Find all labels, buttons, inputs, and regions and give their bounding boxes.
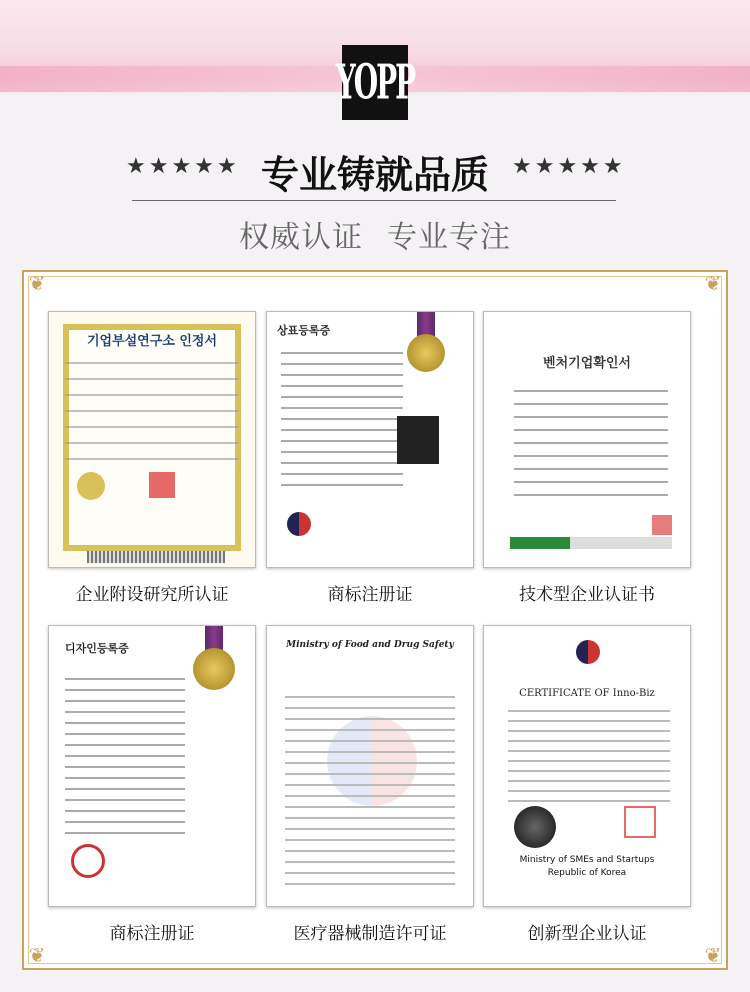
certificate-doc-title: CERTIFICATE OF Inno-Biz xyxy=(519,688,655,699)
corner-ornament-icon: ❦ xyxy=(704,943,722,967)
certificate-text-lines xyxy=(281,352,403,495)
corner-ornament-icon: ❦ xyxy=(28,943,46,967)
stamp-icon xyxy=(652,515,672,535)
kibo-logo-image xyxy=(510,537,672,549)
government-emblem-icon xyxy=(71,844,105,878)
certificate-text-lines xyxy=(285,696,455,894)
subtitle-authority: 权威认证 xyxy=(239,220,363,255)
certificate-issuer xyxy=(484,854,690,880)
subtitle-focus: 专业专注 xyxy=(387,220,511,255)
certificate-doc-title: Ministry of Food and Drug Safety xyxy=(286,640,454,650)
brand-logo xyxy=(335,45,415,120)
stars-right: ★★★★★ xyxy=(512,154,626,179)
certificate-label: 企业附设研究所认证 xyxy=(75,585,229,605)
gold-seal-icon xyxy=(407,334,445,372)
certificate-inno-biz xyxy=(483,625,691,907)
title-divider xyxy=(132,200,616,201)
certificate-text-lines xyxy=(514,390,668,507)
certificate-text-lines xyxy=(65,678,185,843)
issuer-country: Republic of Korea xyxy=(547,868,627,878)
certificate-label: 商标注册证 xyxy=(327,585,413,605)
brand-logo-text: YOPP xyxy=(335,54,415,111)
certificate-doc-title: 상표등록증 xyxy=(277,324,331,337)
government-emblem-icon xyxy=(576,640,600,664)
certificate-label: 商标注册证 xyxy=(109,924,195,944)
certificate-research-institute xyxy=(48,311,256,568)
issuer-ministry: Ministry of SMEs and Startups xyxy=(519,855,655,865)
certificate-text-lines xyxy=(508,710,670,810)
certificate-doc-title: 디자인등록증 xyxy=(65,642,129,655)
certificate-doc-title: 기업부설연구소 인정서 xyxy=(86,334,218,349)
certificate-label: 技术型企业认证书 xyxy=(519,585,655,605)
certificate-text-lines xyxy=(65,362,239,474)
certificate-venture xyxy=(483,311,691,568)
title-row xyxy=(0,140,750,200)
stamp-icon xyxy=(149,472,175,498)
government-emblem-icon xyxy=(287,512,311,536)
stamp-icon xyxy=(624,806,656,838)
certificate-doc-title: 벤처기업확인서 xyxy=(543,356,631,371)
certificate-medical-device xyxy=(266,625,474,907)
corner-ornament-icon: ❦ xyxy=(28,271,46,295)
corner-ornament-icon: ❦ xyxy=(704,271,722,295)
certificate-label: 医疗器械制造许可证 xyxy=(293,924,447,944)
certificate-trademark xyxy=(266,311,474,568)
gold-seal-icon xyxy=(193,648,235,690)
stars-left: ★★★★★ xyxy=(126,154,240,179)
page-subtitle xyxy=(0,212,750,256)
barcode-icon xyxy=(87,551,225,563)
certificate-label: 创新型企业认证 xyxy=(527,924,647,944)
black-seal-icon xyxy=(514,806,556,848)
seal-icon xyxy=(77,472,105,500)
page-title: 专业铸就品质 xyxy=(260,153,489,197)
certificate-design xyxy=(48,625,256,907)
trademark-logo-image xyxy=(397,416,439,464)
